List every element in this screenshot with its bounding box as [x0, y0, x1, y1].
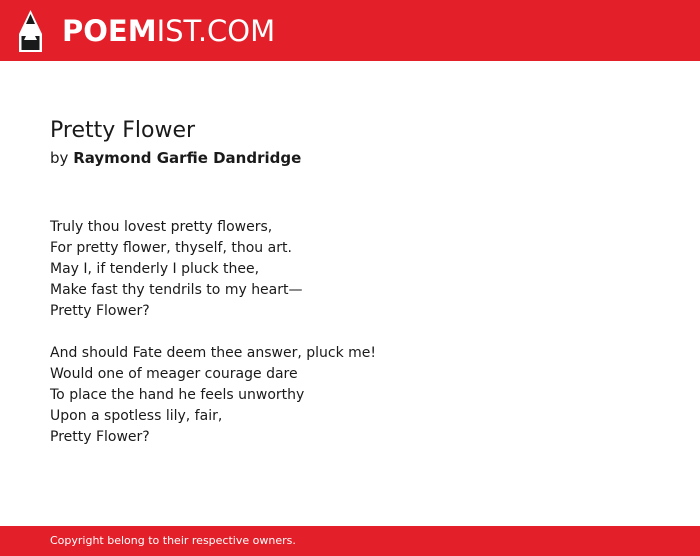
poem-line: Pretty Flower? — [50, 303, 150, 319]
author-link[interactable]: Raymond Garfie Dandridge — [73, 149, 302, 167]
poem-byline — [50, 147, 650, 169]
site-header — [0, 0, 700, 61]
poem-line: Upon a spotless lily, fair, — [50, 408, 223, 424]
poem-line: For pretty flower, thyself, thou art. — [50, 240, 292, 256]
poem-content — [50, 115, 650, 469]
poem-line: To place the hand he feels unworthy — [50, 387, 305, 403]
poem-line: Would one of meager courage dare — [50, 366, 298, 382]
poem-line: May I, if tenderly I pluck thee, — [50, 261, 260, 277]
poem-body — [50, 217, 650, 448]
poem-line: Pretty Flower? — [50, 429, 150, 445]
site-logo-text — [62, 14, 275, 48]
poem-line: Make fast thy tendrils to my heart— — [50, 282, 303, 298]
logo-text-light: IST.COM — [156, 14, 276, 48]
byline-label: by — [50, 149, 69, 167]
poem-line: And should Fate deem thee answer, pluck me! — [50, 345, 376, 361]
poem-title: Pretty Flower — [50, 118, 196, 143]
logo-text-bold: POEM — [62, 14, 157, 48]
stanza — [50, 343, 650, 448]
site-footer — [0, 526, 700, 556]
copyright-notice: Copyright belong to their respective owners. — [50, 534, 296, 547]
poem-line: Truly thou lovest pretty flowers, — [50, 219, 273, 235]
stanza — [50, 217, 650, 322]
pencil-icon — [18, 10, 43, 52]
